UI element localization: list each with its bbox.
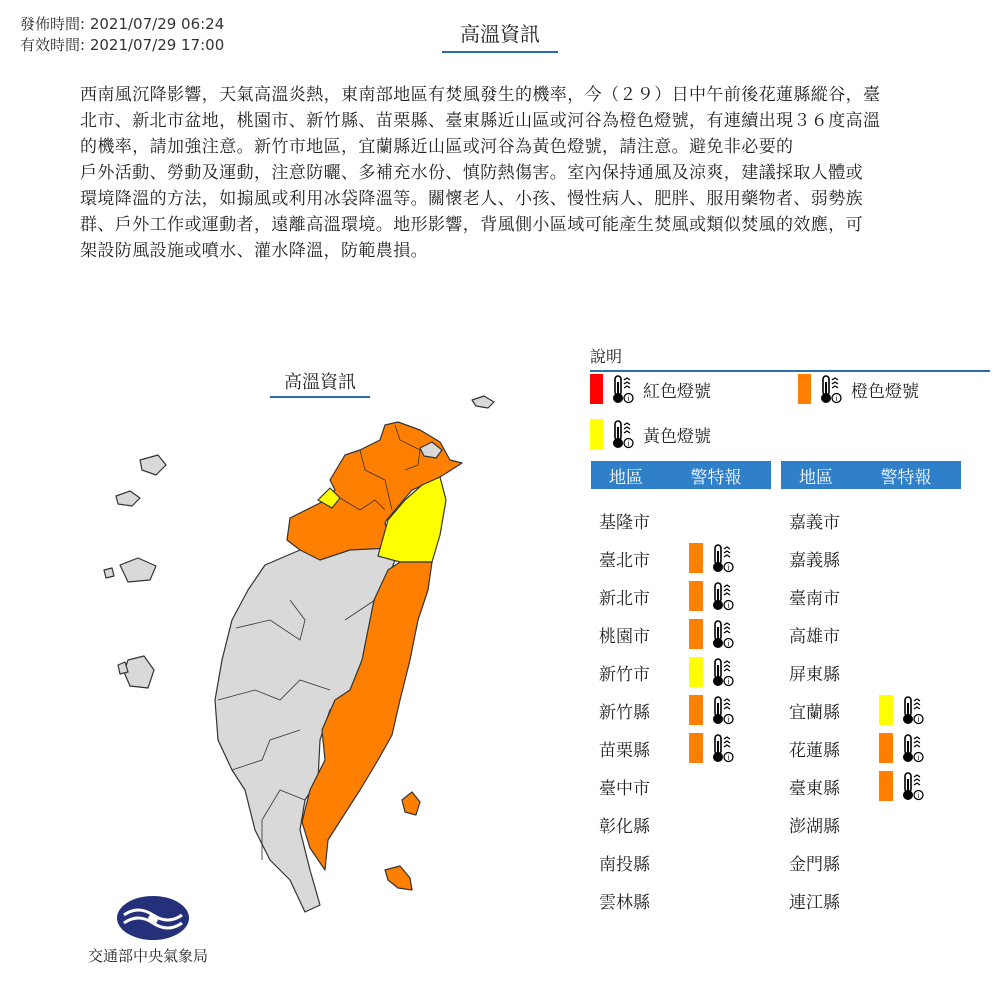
warning-level-bar [879,695,893,725]
agency-name: 交通部中央氣象局 [88,947,209,965]
region-name: 臺中市 [599,778,650,799]
warning-level-bar [879,771,893,801]
description-line: 環境降溫的方法，如搧風或利用冰袋降溫等。關懷老人、小孩、慢性病人、肥胖、服用藥物者、弱勢族 [80,189,863,209]
table-row [789,807,869,841]
svg-text:i: i [727,640,730,648]
description-line: 戶外活動、勞動及運動，注意防曬、多補充水份、慎防熱傷害。室內保持通風及涼爽，建議採取人體或 [80,163,863,183]
valid-time: 有效時間: 2021/07/29 17:00 [20,36,225,54]
region-name: 苗栗縣 [599,740,650,761]
thermometer-icon [609,373,635,405]
legend-label: 紅色燈號 [643,381,711,402]
region-name: 彰化縣 [599,816,650,837]
warning-level-bar [689,543,703,573]
table-row [599,769,679,803]
region-name: 基隆市 [599,512,650,533]
table-row [599,807,679,841]
region-name: 花蓮縣 [789,740,840,761]
region-name: 連江縣 [789,892,840,913]
svg-text:i: i [727,678,730,686]
column-warning: 警特報 [880,467,932,488]
description-line: 北市、新北市盆地，桃園市、新竹縣、苗栗縣、臺東縣近山區或河谷為橙色燈號，有連續出現３６度高溫 [80,111,881,131]
svg-text:i: i [627,440,630,448]
table-header-right [781,461,961,489]
map-green-island [402,792,420,815]
warning-level-bar [689,619,703,649]
svg-text:i: i [727,754,730,762]
warning-level-bar [879,733,893,763]
region-name: 新竹市 [599,664,650,685]
table-row [789,655,869,689]
table-row [599,655,735,689]
table-row [599,503,679,537]
thermometer-icon [709,732,735,764]
table-row [789,617,869,651]
table-row [789,503,869,537]
svg-text:i: i [727,602,730,610]
map-island-gray [116,491,140,506]
description-line: 西南風沉降影響，天氣高溫炎熱，東南部地區有焚風發生的機率，今（２９）日中午前後花蓮縣縱谷，臺 [80,85,881,105]
region-name: 高雄市 [789,626,840,647]
legend-title: 說明 [590,344,990,372]
description-line: 架設防風設施或噴水、灌水降溫，防範農損。 [80,241,428,261]
legend-swatch [590,374,603,404]
region-name: 嘉義縣 [789,550,840,571]
region-name: 南投縣 [599,854,650,875]
region-name: 臺東縣 [789,778,840,799]
map-orchid-island [385,866,412,890]
svg-text:i: i [627,395,630,403]
map-island-gray [104,568,114,578]
table-row [789,541,869,575]
legend-item-orange [798,373,919,405]
thermometer-icon [709,694,735,726]
svg-text:i: i [727,716,730,724]
svg-text:i: i [727,564,730,572]
region-name: 金門縣 [789,854,840,875]
thermometer-icon [899,770,925,802]
column-warning: 警特報 [690,467,742,488]
svg-text:i: i [917,716,920,724]
thermometer-icon [817,373,843,405]
region-name: 臺北市 [599,550,650,571]
region-name: 新北市 [599,588,650,609]
thermometer-icon [709,618,735,650]
table-row [789,845,869,879]
thermometer-icon [609,418,635,450]
table-row [599,731,735,765]
legend-item-red [590,373,711,405]
thermometer-icon [899,694,925,726]
svg-text:i: i [917,792,920,800]
map-island-gray [120,558,156,582]
column-region: 地區 [609,467,643,488]
description-line: 的機率，請加強注意。新竹市地區，宜蘭縣近山區或河谷為黃色燈號，請注意。避免非必要的 [80,137,794,157]
warning-level-bar [689,695,703,725]
table-row [789,579,869,613]
table-row [599,883,679,917]
map-island-gray [472,396,494,408]
legend-swatch [798,374,811,404]
table-row [789,769,925,803]
thermometer-icon [709,656,735,688]
region-name: 新竹縣 [599,702,650,723]
legend-swatch [590,419,603,449]
legend-label: 黃色燈號 [643,426,711,447]
thermometer-icon [709,580,735,612]
cwb-logo-icon [116,895,190,941]
svg-text:i: i [917,754,920,762]
page-title: 高溫資訊 [442,18,558,53]
region-name: 嘉義市 [789,512,840,533]
warning-level-bar [689,657,703,687]
column-region: 地區 [799,467,833,488]
region-name: 屏東縣 [789,664,840,685]
table-row [599,845,679,879]
legend-label: 橙色燈號 [851,381,919,402]
table-row [599,617,735,651]
table-row [599,693,735,727]
table-row [789,693,925,727]
table-row [789,731,925,765]
issue-time: 發佈時間: 2021/07/29 06:24 [20,15,225,33]
map-island-gray [140,455,166,475]
legend-item-yellow [590,418,711,450]
region-name: 宜蘭縣 [789,702,840,723]
region-name: 臺南市 [789,588,840,609]
region-name: 雲林縣 [599,892,650,913]
table-header-left [591,461,771,489]
svg-text:i: i [835,395,838,403]
thermometer-icon [709,542,735,574]
table-row [599,541,735,575]
thermometer-icon [899,732,925,764]
warning-level-bar [689,733,703,763]
description-line: 群、戶外工作或運動者，遠離高溫環境。地形影響，背風側小區域可能產生焚風或類似焚風的效應，可 [80,215,863,235]
table-row [599,579,735,613]
warning-level-bar [689,581,703,611]
map-title: 高溫資訊 [270,368,370,398]
region-name: 桃園市 [599,626,650,647]
table-row [789,883,869,917]
region-name: 澎湖縣 [789,816,840,837]
